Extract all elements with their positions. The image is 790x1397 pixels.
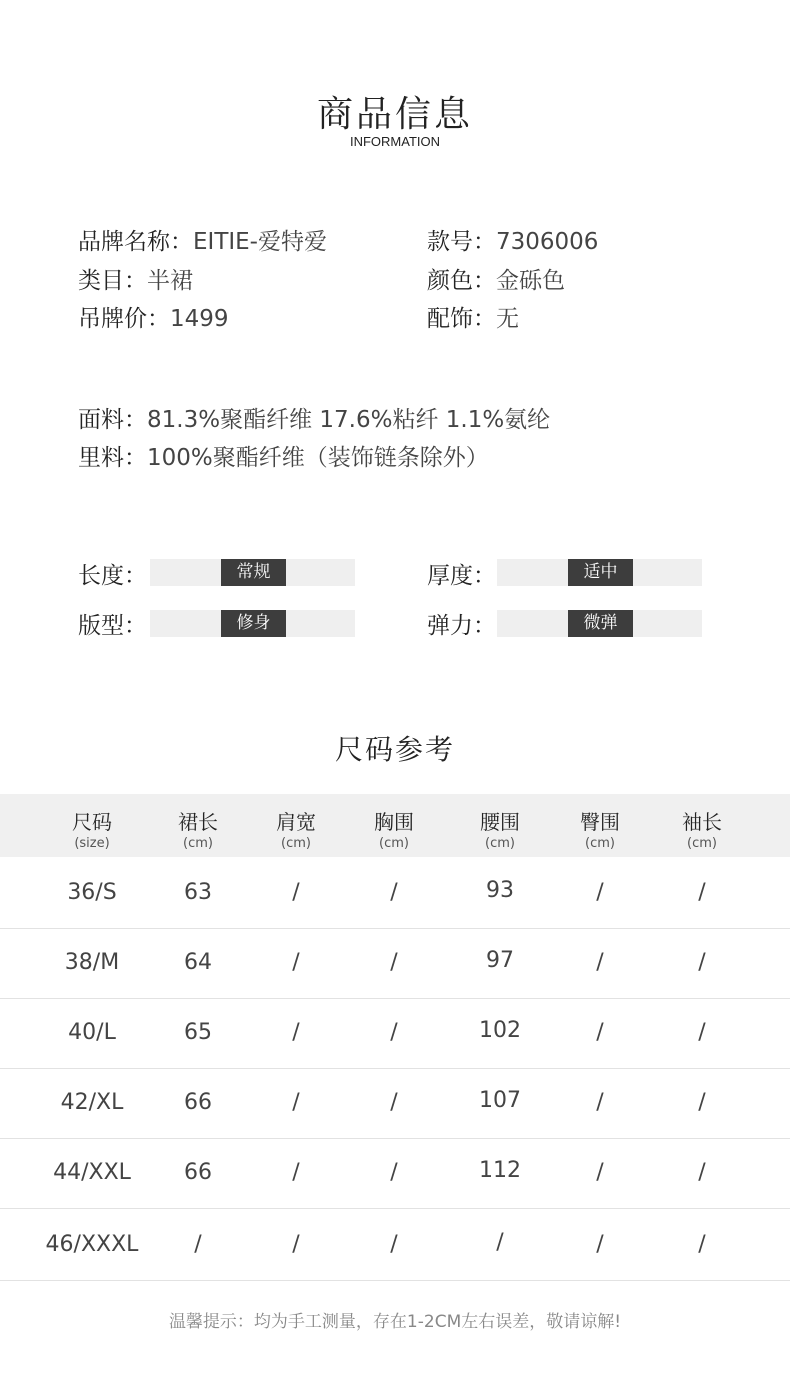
table-cell: 36/S <box>67 880 117 905</box>
elasticity-scale <box>497 610 702 637</box>
column-header-shoulder <box>246 794 346 857</box>
thickness-tag: 适中 <box>568 559 633 586</box>
column-header-name: 胸围 <box>374 810 414 834</box>
table-cell: / <box>390 1020 398 1045</box>
column-header-name: 尺码 <box>72 810 112 834</box>
table-cell: 107 <box>479 1088 521 1113</box>
table-cell: 65 <box>184 1020 212 1045</box>
column-header-unit: (cm) <box>281 836 311 851</box>
elasticity-label: 弹力： <box>427 613 496 639</box>
table-cell: / <box>390 1090 398 1115</box>
accessory-label: 配饰： <box>427 306 496 332</box>
elasticity-tag: 微弹 <box>568 610 633 637</box>
table-row <box>0 998 790 1069</box>
column-header-unit: (cm) <box>585 836 615 851</box>
tag-price-label: 吊牌价： <box>78 306 170 332</box>
table-cell: / <box>292 880 300 905</box>
column-header-unit: (cm) <box>485 836 515 851</box>
table-cell: 66 <box>184 1090 212 1115</box>
table-cell: 112 <box>479 1158 521 1183</box>
table-cell: / <box>596 1232 604 1257</box>
table-cell: / <box>698 880 706 905</box>
color-label: 颜色： <box>427 268 496 294</box>
fabric-value: 81.3%聚酯纤维 17.6%粘纤 1.1%氨纶 <box>147 407 551 433</box>
table-row <box>0 1138 790 1209</box>
style-no-value: 7306006 <box>496 229 599 255</box>
category-value: 半裙 <box>147 268 193 294</box>
table-cell: / <box>698 1232 706 1257</box>
lining-label: 里料： <box>78 445 147 471</box>
table-cell: / <box>698 1090 706 1115</box>
table-cell: 97 <box>486 948 514 973</box>
column-header-waist <box>450 794 550 857</box>
category-label: 类目： <box>78 268 147 294</box>
column-header-hip <box>550 794 650 857</box>
length-tag: 常规 <box>221 559 286 586</box>
lining-field <box>78 439 489 472</box>
brand-label: 品牌名称： <box>78 229 193 255</box>
brand-field <box>78 223 327 256</box>
table-cell: / <box>292 1090 300 1115</box>
column-header-name: 肩宽 <box>276 810 316 834</box>
accessory-field <box>427 300 519 333</box>
color-field <box>427 262 565 295</box>
table-cell: 93 <box>486 878 514 903</box>
table-cell: / <box>596 1020 604 1045</box>
table-cell: 42/XL <box>60 1090 124 1115</box>
table-cell: / <box>292 1232 300 1257</box>
column-header-unit: (cm) <box>379 836 409 851</box>
column-header-bust <box>344 794 444 857</box>
table-cell: / <box>698 950 706 975</box>
category-field <box>78 262 193 295</box>
column-header-name: 腰围 <box>480 810 520 834</box>
length-label: 长度： <box>78 563 147 589</box>
accessory-value: 无 <box>496 306 519 332</box>
column-header-name: 袖长 <box>682 810 722 834</box>
fabric-field <box>78 401 550 434</box>
measurement-note: 温馨提示：均为手工测量，存在1-2CM左右误差，敬请谅解! <box>168 1312 622 1332</box>
table-cell: / <box>292 1160 300 1185</box>
column-header-size <box>42 794 142 857</box>
table-cell: 38/M <box>64 950 120 975</box>
table-cell: / <box>390 1232 398 1257</box>
table-cell: / <box>292 950 300 975</box>
section-title: 商品信息 <box>316 94 473 135</box>
table-cell: / <box>596 880 604 905</box>
style-no-field <box>427 223 598 256</box>
table-cell: / <box>292 1020 300 1045</box>
style-no-label: 款号： <box>427 229 496 255</box>
table-cell: / <box>390 880 398 905</box>
table-cell: 46/XXXL <box>45 1232 139 1257</box>
fit-label: 版型： <box>78 613 147 639</box>
fit-scale <box>150 610 355 637</box>
table-cell: / <box>698 1160 706 1185</box>
tag-price-value: 1499 <box>170 306 229 332</box>
brand-value: EITIE-爱特爱 <box>193 229 327 255</box>
column-header-name: 臀围 <box>580 810 620 834</box>
section-subtitle: INFORMATION <box>349 134 441 149</box>
table-cell: 44/XXL <box>53 1160 131 1185</box>
lining-value: 100%聚酯纤维（装饰链条除外） <box>147 445 489 471</box>
table-row <box>0 1210 790 1281</box>
table-row <box>0 858 790 929</box>
column-header-unit: (cm) <box>183 836 213 851</box>
table-cell: / <box>596 1090 604 1115</box>
table-cell: / <box>596 950 604 975</box>
table-cell: / <box>496 1230 504 1255</box>
length-scale <box>150 559 355 586</box>
table-cell: / <box>596 1160 604 1185</box>
table-cell: / <box>194 1232 202 1257</box>
table-cell: 64 <box>184 950 212 975</box>
table-row <box>0 1068 790 1139</box>
table-row <box>0 928 790 999</box>
size-table-title: 尺码参考 <box>334 733 455 766</box>
column-header-unit: (cm) <box>687 836 717 851</box>
thickness-label: 厚度： <box>427 563 496 589</box>
table-cell: 63 <box>184 880 212 905</box>
column-header-sleeve <box>652 794 752 857</box>
column-header-unit: (size) <box>74 836 110 851</box>
table-cell: 102 <box>479 1018 521 1043</box>
table-cell: 40/L <box>68 1020 116 1045</box>
table-cell: / <box>390 950 398 975</box>
size-table-header <box>0 794 790 857</box>
thickness-scale <box>497 559 702 586</box>
color-value: 金砾色 <box>496 268 565 294</box>
table-cell: 66 <box>184 1160 212 1185</box>
tag-price-field <box>78 300 229 333</box>
column-header-skirt-length <box>148 794 248 857</box>
fabric-label: 面料： <box>78 407 147 433</box>
fit-tag: 修身 <box>221 610 286 637</box>
table-cell: / <box>698 1020 706 1045</box>
table-cell: / <box>390 1160 398 1185</box>
column-header-name: 裙长 <box>178 810 218 834</box>
